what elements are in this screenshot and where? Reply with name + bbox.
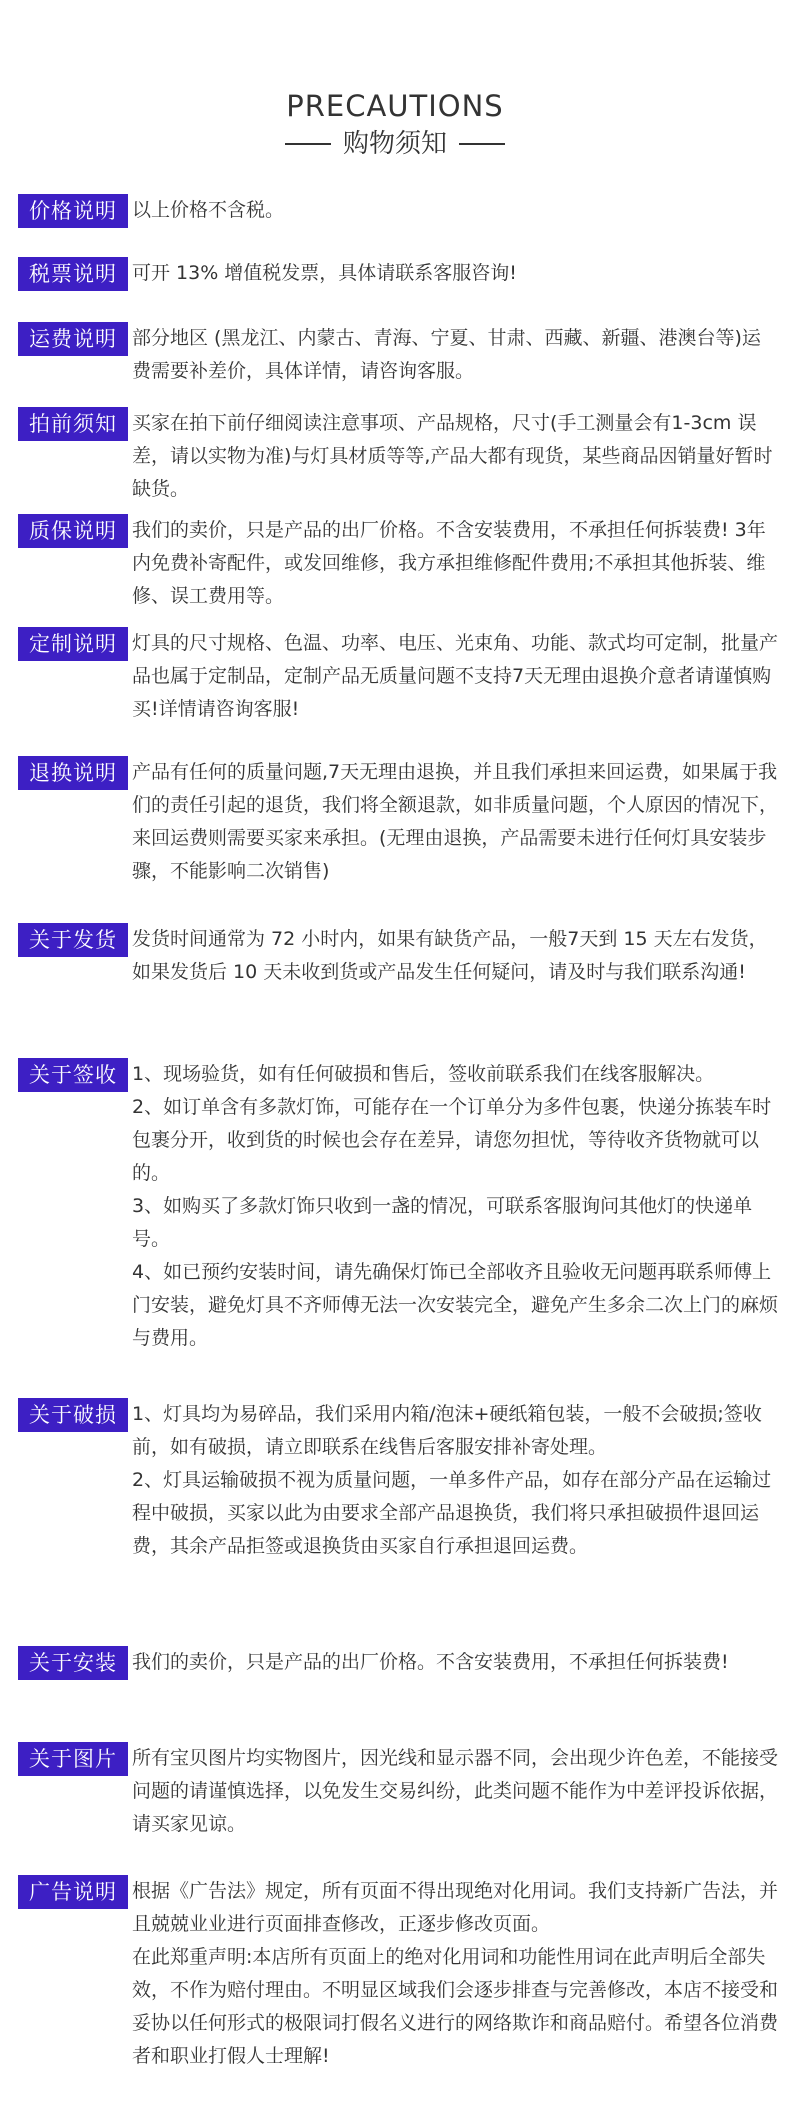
section-tag: 关于发货 — [18, 923, 128, 957]
section-paragraph: 可开 13% 增值税发票，具体请联系客服咨询! — [132, 262, 517, 284]
section-tag: 税票说明 — [18, 257, 128, 291]
section-paragraph: 我们的卖价，只是产品的出厂价格。不含安装费用，不承担任何拆装费! 3年内免费补寄配件，或发回维修，我方承担维修配件费用;不承担其他拆装、维修、误工费用等。 — [132, 519, 766, 607]
title-divider-left — [285, 143, 331, 145]
section-text — [132, 923, 778, 989]
title-divider-right — [459, 143, 505, 145]
title-chinese: 购物须知 — [342, 129, 447, 159]
section-shipping-fee — [18, 322, 778, 388]
section-price — [18, 194, 778, 228]
section-before-purchase — [18, 407, 778, 506]
section-tag: 关于破损 — [18, 1398, 128, 1432]
section-tag: 质保说明 — [18, 514, 128, 548]
section-text — [132, 1875, 778, 2073]
section-paragraph: 以上价格不含税。 — [132, 199, 285, 221]
section-paragraph: 买家在拍下前仔细阅读注意事项、产品规格，尺寸(手工测量会有1-3cm 误差，请以实物为准)与灯具材质等等,产品大都有现货，某些商品因销量好暂时缺货。 — [132, 412, 773, 500]
section-text — [132, 407, 778, 506]
section-paragraph: 产品有任何的质量问题,7天无理由退换，并且我们承担来回运费，如果属于我们的责任引起的退货，我们将全额退款，如非质量问题，个人原因的情况下，来回运费则需要买家来承担。(无理由退换，产品需要未进行任何灯具安装步骤，不能影响二次销售) — [132, 761, 779, 882]
section-paragraph: 2、灯具运输破损不视为质量问题，一单多件产品，如存在部分产品在运输过程中破损，买家以此为由要求全部产品退换货，我们将只承担破损件退回运费，其余产品拒签或退换货由买家自行承担退回运费。 — [132, 1469, 772, 1557]
section-text — [132, 1058, 778, 1355]
section-paragraph: 2、如订单含有多款灯饰，可能存在一个订单分为多件包裹，快递分拣装车时包裹分开，收到货的时候也会存在差异，请您勿担忧，等待收齐货物就可以的。 — [132, 1096, 772, 1184]
section-receipt — [18, 1058, 778, 1355]
section-tag: 退换说明 — [18, 756, 128, 790]
section-images — [18, 1742, 778, 1841]
section-tag: 拍前须知 — [18, 407, 128, 441]
section-warranty — [18, 514, 778, 613]
section-tag: 运费说明 — [18, 322, 128, 356]
section-paragraph: 根据《广告法》规定，所有页面不得出现绝对化用词。我们支持新广告法，并且兢兢业业进行页面排查修改，正逐步修改页面。 — [132, 1880, 779, 1935]
section-paragraph: 3、如购买了多款灯饰只收到一盏的情况，可联系客服询问其他灯的快递单号。 — [132, 1195, 753, 1250]
section-text — [132, 194, 778, 227]
title-english: PRECAUTIONS — [286, 89, 504, 123]
section-paragraph: 我们的卖价，只是产品的出厂价格。不含安装费用，不承担任何拆装费! — [132, 1651, 729, 1673]
section-customization — [18, 627, 778, 726]
section-text — [132, 1646, 778, 1679]
section-text — [132, 1398, 778, 1563]
section-paragraph: 所有宝贝图片均实物图片，因光线和显示器不同，会出现少许色差，不能接受问题的请谨慎选择，以免发生交易纠纷，此类问题不能作为中差评投诉依据，请买家见谅。 — [132, 1747, 779, 1835]
section-text — [132, 514, 778, 613]
page-header — [0, 88, 790, 162]
section-text — [132, 257, 778, 290]
section-text — [132, 1742, 778, 1841]
section-paragraph: 1、现场验货，如有任何破损和售后，签收前联系我们在线客服解决。 — [132, 1063, 715, 1085]
section-paragraph: 4、如已预约安装时间，请先确保灯饰已全部收齐且验收无问题再联系师傅上门安装，避免灯具不齐师傅无法一次安装完全，避免产生多余二次上门的麻烦与费用。 — [132, 1261, 779, 1349]
section-paragraph: 1、灯具均为易碎品，我们采用内箱/泡沫+硬纸箱包装，一般不会破损;签收前，如有破损，请立即联系在线售后客服安排补寄处理。 — [132, 1403, 762, 1458]
section-tag: 关于签收 — [18, 1058, 128, 1092]
section-text — [132, 627, 778, 726]
section-damage — [18, 1398, 778, 1563]
section-paragraph: 在此郑重声明:本店所有页面上的绝对化用词和功能性用词在此声明后全部失效，不作为赔付理由。不明显区域我们会逐步排查与完善修改，本店不接受和妥协以任何形式的极限词打假名义进行的网络欺诈和商品赔付。希望各位消费者和职业打假人士理解! — [132, 1946, 779, 2067]
section-invoice — [18, 257, 778, 291]
section-tag: 定制说明 — [18, 627, 128, 661]
title-chinese-row — [0, 126, 790, 162]
section-tag: 价格说明 — [18, 194, 128, 228]
section-tag: 关于图片 — [18, 1742, 128, 1776]
section-installation — [18, 1646, 778, 1680]
section-delivery — [18, 923, 778, 989]
section-paragraph: 部分地区 (黑龙江、内蒙古、青海、宁夏、甘肃、西藏、新疆、港澳台等)运费需要补差价，具体详情，请咨询客服。 — [132, 327, 761, 382]
section-paragraph: 发货时间通常为 72 小时内，如果有缺货产品，一般7天到 15 天左右发货，如果发货后 10 天未收到货或产品发生任何疑问，请及时与我们联系沟通! — [132, 928, 768, 983]
section-advertising — [18, 1875, 778, 2073]
section-tag: 广告说明 — [18, 1875, 128, 1909]
section-text — [132, 322, 778, 388]
section-tag: 关于安装 — [18, 1646, 128, 1680]
section-returns — [18, 756, 778, 888]
section-paragraph: 灯具的尺寸规格、色温、功率、电压、光束角、功能、款式均可定制，批量产品也属于定制品，定制产品无质量问题不支持7天无理由退换介意者请谨慎购买!详情请咨询客服! — [132, 632, 779, 720]
section-text — [132, 756, 778, 888]
